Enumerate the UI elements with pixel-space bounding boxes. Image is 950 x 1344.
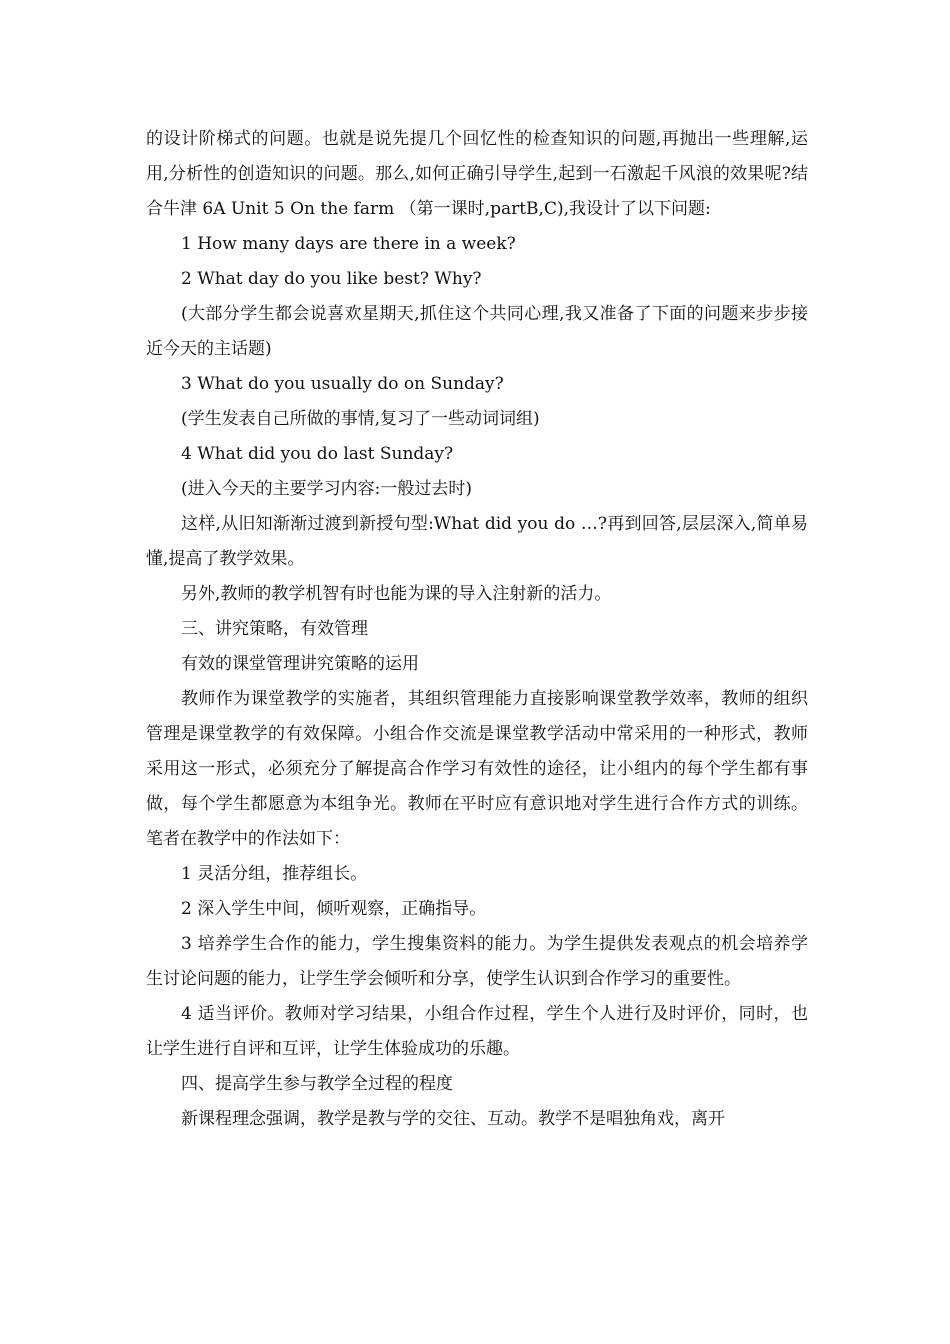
- note-2: (学生发表自己所做的事情,复习了一些动词词组): [181, 409, 540, 429]
- paragraph-transition: 这样,从旧知渐渐过渡到新授句型:What did you do …?再到回答,层层深入,简单易懂,提高了教学效果。: [146, 514, 808, 569]
- question-4: 4 What did you do last Sunday?: [181, 444, 454, 464]
- paragraph-1: 的设计阶梯式的问题。也就是说先提几个回忆性的检查知识的问题,再抛出一些理解,运用,分析性的创造知识的问题。那么,如何正确引导学生,起到一石激起千风浪的效果呢?结合牛津 6A Unit 5 On the farm （第一课时,partB,C),我设计了以下问题:: [146, 129, 808, 219]
- list-item-3: 3 培养学生合作的能力，学生搜集资料的能力。为学生提供发表观点的机会培养学生讨论问题的能力，让学生学会倾听和分享，使学生认识到合作学习的重要性。: [146, 934, 808, 989]
- list-item-4: 4 适当评价。教师对学习结果，小组合作过程，学生个人进行及时评价，同时，也让学生进行自评和互评，让学生体验成功的乐趣。: [146, 1004, 808, 1059]
- question-1: 1 How many days are there in a week?: [181, 234, 516, 254]
- list-item-2: 2 深入学生中间，倾听观察，正确指导。: [181, 899, 487, 919]
- subheading-management: 有效的课堂管理讲究策略的运用: [181, 654, 419, 674]
- question-2: 2 What day do you like best? Why?: [181, 269, 482, 289]
- paragraph-management: 教师作为课堂教学的实施者，其组织管理能力直接影响课堂教学效率，教师的组织管理是课堂教学的有效保障。小组合作交流是课堂教学活动中常采用的一种形式，教师采用这一形式，必须充分了解提高合作学习有效性的途径，让小组内的每个学生都有事做，每个学生都愿意为本组争光。教师在平时应有意识地对学生进行合作方式的训练。笔者在教学中的作法如下：: [146, 689, 808, 849]
- document-body: [146, 122, 808, 1137]
- list-item-1: 1 灵活分组，推荐组长。: [181, 864, 368, 884]
- paragraph-new-curriculum: 新课程理念强调，教学是教与学的交往、互动。教学不是唱独角戏，离开: [181, 1109, 725, 1129]
- question-3: 3 What do you usually do on Sunday?: [181, 374, 504, 394]
- section-heading-3: 三、讲究策略，有效管理: [181, 619, 368, 639]
- note-1: (大部分学生都会说喜欢星期天,抓住这个共同心理,我又准备了下面的问题来步步接近今天的主话题): [146, 304, 808, 359]
- note-3: (进入今天的主要学习内容:一般过去时): [181, 479, 472, 499]
- section-heading-4: 四、提高学生参与教学全过程的程度: [181, 1074, 453, 1094]
- paragraph-teaching-wit: 另外,教师的教学机智有时也能为课的导入注射新的活力。: [181, 584, 612, 604]
